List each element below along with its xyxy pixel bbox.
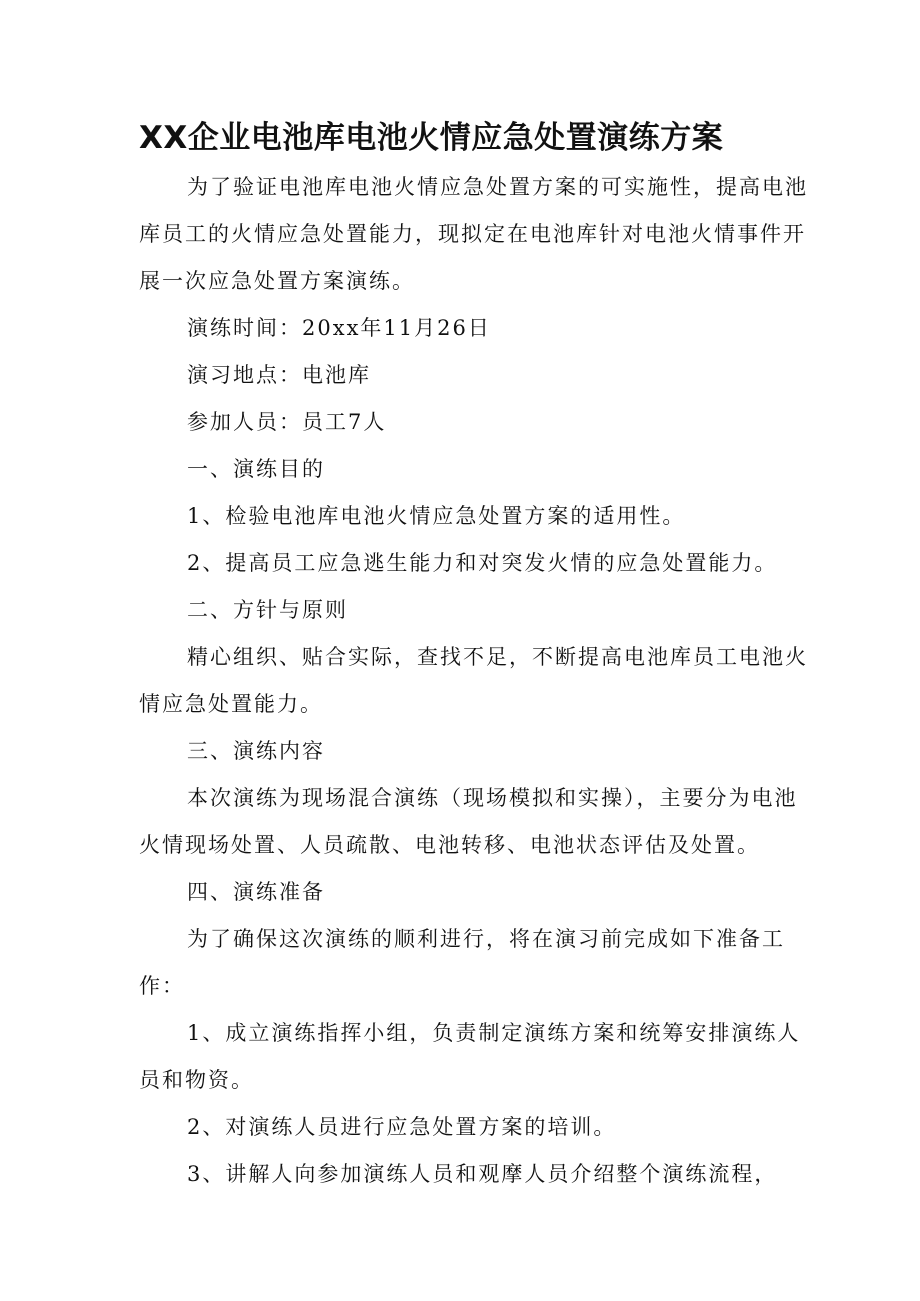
section-heading-4: 四、演练准备 bbox=[187, 880, 325, 904]
preparation-intro: 为了确保这次演练的顺利进行，将在演习前完成如下准备工作： bbox=[139, 927, 785, 998]
preparation-item-3: 3、讲解人向参加演练人员和观摩人员介绍整个演练流程， bbox=[187, 1162, 778, 1186]
content-paragraph: 本次演练为现场混合演练（现场模拟和实操），主要分为电池火情现场处置、人员疏散、电池转移、电池状态评估及处置。 bbox=[139, 786, 798, 857]
drill-time: 演练时间：20xx年11月26日 bbox=[187, 316, 491, 340]
principle-paragraph: 精心组织、贴合实际，查找不足，不断提高电池库员工电池火情应急处置能力。 bbox=[139, 645, 808, 716]
section-heading-2: 二、方针与原则 bbox=[187, 598, 348, 622]
document-title: XX企业电池库电池火情应急处置演练方案 bbox=[139, 120, 724, 156]
intro-paragraph: 为了验证电池库电池火情应急处置方案的可实施性，提高电池库员工的火情应急处置能力，现拟定在电池库针对电池火情事件开展一次应急处置方案演练。 bbox=[139, 175, 808, 293]
purpose-item-2: 2、提高员工应急逃生能力和对突发火情的应急处置能力。 bbox=[187, 551, 778, 575]
drill-participants: 参加人员：员工7人 bbox=[187, 410, 387, 434]
document-page bbox=[139, 112, 819, 1198]
drill-location: 演习地点：电池库 bbox=[187, 363, 371, 387]
preparation-item-1: 1、成立演练指挥小组，负责制定演练方案和统筹安排演练人员和物资。 bbox=[139, 1021, 801, 1092]
preparation-item-2: 2、对演练人员进行应急处置方案的培训。 bbox=[187, 1115, 617, 1139]
purpose-item-1: 1、检验电池库电池火情应急处置方案的适用性。 bbox=[187, 504, 686, 528]
section-heading-3: 三、演练内容 bbox=[187, 739, 325, 763]
section-heading-1: 一、演练目的 bbox=[187, 457, 325, 481]
